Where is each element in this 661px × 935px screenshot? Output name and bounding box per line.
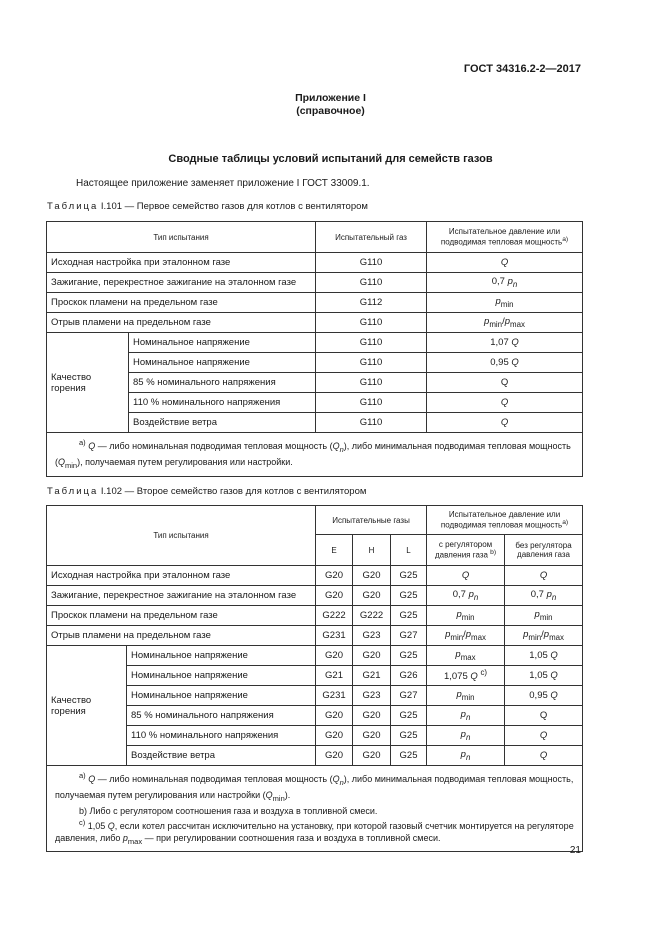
table2-header-pressure-sup: a) <box>562 519 569 527</box>
row-gas-h: G20 <box>353 726 391 746</box>
appendix-title: Приложение I <box>295 92 366 104</box>
table-row <box>47 646 583 666</box>
document-code: ГОСТ 34316.2-2—2017 <box>463 63 581 75</box>
table1-footnote: $^{a)}$ Q — либо номинальная подводимая тепловая мощность $(Q_n)$, либо минимальная подводимая тепловая мощность $(Q_{min})$, получаемая путем регулирования или настройки. <box>47 433 583 477</box>
row-without-regulator: Q <box>505 746 583 766</box>
row-test: Номинальное напряжение <box>127 686 316 706</box>
table-row <box>47 746 583 766</box>
table2-footnotes <box>47 766 583 852</box>
row-test: Номинальное напряжение <box>129 353 316 373</box>
row-gas: G110 <box>316 273 427 293</box>
table2-header-with-regulator <box>427 535 505 566</box>
section-title: Сводные таблицы условий испытаний для семейств газов <box>168 153 493 165</box>
row-gas-e: G231 <box>316 626 353 646</box>
row-test: 110 % номинального напряжения <box>129 393 316 413</box>
appendix-subtitle: (справочное) <box>296 105 365 117</box>
table1-footnote-row <box>47 433 583 477</box>
table-row <box>47 706 583 726</box>
row-value: Q <box>427 393 583 413</box>
row-gas-l: G25 <box>391 606 427 626</box>
table2-header-pressure <box>427 506 583 535</box>
table-row <box>47 253 583 273</box>
row-with-regulator: $p_{min}$ <box>427 686 505 706</box>
row-gas-h: G20 <box>353 566 391 586</box>
table-row <box>47 566 583 586</box>
table2-header-test-type: Тип испытания <box>47 506 316 566</box>
table2-header-test-gases: Испытательные газы <box>316 506 427 535</box>
table2-header-gas-h: H <box>353 535 391 566</box>
row-test: 85 % номинального напряжения <box>127 706 316 726</box>
row-without-regulator: $p_{min}$ <box>505 606 583 626</box>
row-test: Отрыв пламени на предельном газе <box>47 626 316 646</box>
table1-header-pressure <box>427 222 583 253</box>
table2-footnote-row <box>47 766 583 852</box>
row-gas: G110 <box>316 253 427 273</box>
table2-header-gas-l: L <box>391 535 427 566</box>
row-value: $p_{min}/p_{max}$ <box>427 313 583 333</box>
table-row <box>47 666 583 686</box>
row-value: 0,7 $p_n$ <box>427 273 583 293</box>
table-row <box>47 586 583 606</box>
row-gas: G110 <box>316 333 427 353</box>
row-test: Номинальное напряжение <box>127 666 316 686</box>
table-row <box>47 293 583 313</box>
row-gas: G110 <box>316 353 427 373</box>
row-gas-l: G25 <box>391 586 427 606</box>
table2-header-pressure-text: Испытательное давление или подводимая тепловая мощность <box>440 510 563 530</box>
row-without-regulator: Q <box>505 706 583 726</box>
intro-paragraph: Настоящее приложение заменяет приложение I ГОСТ 33009.1. <box>76 178 370 189</box>
row-gas-h: G21 <box>353 666 391 686</box>
row-gas-h: G20 <box>353 746 391 766</box>
row-gas-l: G25 <box>391 706 427 726</box>
table2-header-without-regulator: без регулятора давления газа <box>505 535 583 566</box>
table2-note-c: $^{c)}$ 1,05 Q, если котел рассчитан исключительно на установку, при которой газовый счетчик монтируется на регуляторе давления, либо $p_{max}$ — при регулировании соотношения газа и воздуха в топливной смеси. <box>55 817 574 846</box>
table1-caption-text: I.101 — Первое семейство газов для котлов с вентилятором <box>100 201 368 212</box>
row-with-regulator: $p_{min}/p_{max}$ <box>427 626 505 646</box>
table1-header-pressure-sup: a) <box>562 236 569 244</box>
table-row <box>47 686 583 706</box>
row-gas-h: G23 <box>353 686 391 706</box>
row-test: Исходная настройка при эталонном газе <box>47 566 316 586</box>
row-without-regulator: $p_{min}/p_{max}$ <box>505 626 583 646</box>
row-gas-e: G20 <box>316 646 353 666</box>
table2-header-gas-e: E <box>316 535 353 566</box>
row-gas: G110 <box>316 313 427 333</box>
table1 <box>46 221 583 477</box>
row-test: Проскок пламени на предельном газе <box>47 606 316 626</box>
row-with-regulator: $p_{min}$ <box>427 606 505 626</box>
table2-caption-label: Таблица <box>47 486 99 497</box>
row-test: 85 % номинального напряжения <box>129 373 316 393</box>
row-gas-e: G20 <box>316 706 353 726</box>
row-gas-h: G222 <box>353 606 391 626</box>
row-test: Номинальное напряжение <box>127 646 316 666</box>
row-test: Воздействие ветра <box>129 413 316 433</box>
row-test: Воздействие ветра <box>127 746 316 766</box>
table2-note-a: $^{a)}$ Q — либо номинальная подводимая тепловая мощность $(Q_n)$, либо минимальная подводимая тепловая мощность, получаемая путем регулирования или настройки $(Q_{min})$. <box>55 771 574 803</box>
table-row <box>47 626 583 646</box>
row-test: 110 % номинального напряжения <box>127 726 316 746</box>
row-gas-l: G25 <box>391 646 427 666</box>
group-label: Качество горения <box>47 646 127 766</box>
table2-header-with-regulator-sup: b) <box>490 549 497 557</box>
row-without-regulator: 1,05 Q <box>505 666 583 686</box>
row-value: Q <box>427 373 583 393</box>
row-with-regulator: Q <box>427 566 505 586</box>
row-gas-e: G231 <box>316 686 353 706</box>
row-test: Проскок пламени на предельном газе <box>47 293 316 313</box>
table1-header-test-type: Тип испытания <box>47 222 316 253</box>
row-with-regulator: $p_n$ <box>427 706 505 726</box>
table-row <box>47 726 583 746</box>
table2-caption <box>47 486 366 497</box>
row-test: Зажигание, перекрестное зажигание на эталонном газе <box>47 273 316 293</box>
row-value: 0,95 Q <box>427 353 583 373</box>
row-gas-l: G27 <box>391 626 427 646</box>
row-gas: G110 <box>316 373 427 393</box>
row-with-regulator: 0,7 $p_n$ <box>427 586 505 606</box>
row-without-regulator: 1,05 Q <box>505 646 583 666</box>
table-row <box>47 273 583 293</box>
row-gas-h: G20 <box>353 586 391 606</box>
row-gas-h: G20 <box>353 706 391 726</box>
row-test: Отрыв пламени на предельном газе <box>47 313 316 333</box>
row-gas-l: G25 <box>391 566 427 586</box>
row-with-regulator: $p_n$ <box>427 746 505 766</box>
table1-caption <box>47 201 368 212</box>
row-test: Номинальное напряжение <box>129 333 316 353</box>
row-gas-l: G27 <box>391 686 427 706</box>
table-row <box>47 606 583 626</box>
row-with-regulator: $p_{max}$ <box>427 646 505 666</box>
row-gas-e: G20 <box>316 566 353 586</box>
row-value: $p_{min}$ <box>427 293 583 313</box>
table2-note-b: b) Либо с регулятором соотношения газа и воздуха в топливной смеси. <box>79 805 378 816</box>
row-without-regulator: Q <box>505 726 583 746</box>
row-with-regulator: 1,075 Q $^{c)}$ <box>427 666 505 686</box>
table2-caption-text: I.102 — Второе семейство газов для котлов с вентилятором <box>100 486 367 497</box>
row-test: Зажигание, перекрестное зажигание на эталонном газе <box>47 586 316 606</box>
row-gas-l: G25 <box>391 726 427 746</box>
row-without-regulator: 0,7 $p_n$ <box>505 586 583 606</box>
row-value: Q <box>427 253 583 273</box>
group-label: Качество горения <box>47 333 129 433</box>
table1-header-row <box>47 222 583 253</box>
page-number: 21 <box>569 845 581 856</box>
row-gas-e: G20 <box>316 746 353 766</box>
row-value: 1,07 Q <box>427 333 583 353</box>
row-without-regulator: 0,95 Q <box>505 686 583 706</box>
row-gas-e: G20 <box>316 586 353 606</box>
table2 <box>46 505 583 852</box>
row-gas-l: G25 <box>391 746 427 766</box>
row-without-regulator: Q <box>505 566 583 586</box>
table1-header-pressure-text: Испытательное давление или подводимая тепловая мощность <box>440 227 563 247</box>
row-gas-e: G222 <box>316 606 353 626</box>
row-gas: G110 <box>316 393 427 413</box>
table-row <box>47 313 583 333</box>
table1-header-test-gas: Испытательный газ <box>316 222 427 253</box>
row-gas-e: G21 <box>316 666 353 686</box>
row-with-regulator: $p_n$ <box>427 726 505 746</box>
row-gas-h: G20 <box>353 646 391 666</box>
table1-caption-label: Таблица <box>47 201 99 212</box>
row-gas-h: G23 <box>353 626 391 646</box>
row-value: Q <box>427 413 583 433</box>
row-gas: G110 <box>316 413 427 433</box>
row-gas-l: G26 <box>391 666 427 686</box>
table2-header-row <box>47 506 583 535</box>
row-test: Исходная настройка при эталонном газе <box>47 253 316 273</box>
table-row <box>47 333 583 353</box>
row-gas-e: G20 <box>316 726 353 746</box>
row-gas: G112 <box>316 293 427 313</box>
table2-header-with-regulator-text: с регулятором давления газа <box>434 540 493 560</box>
